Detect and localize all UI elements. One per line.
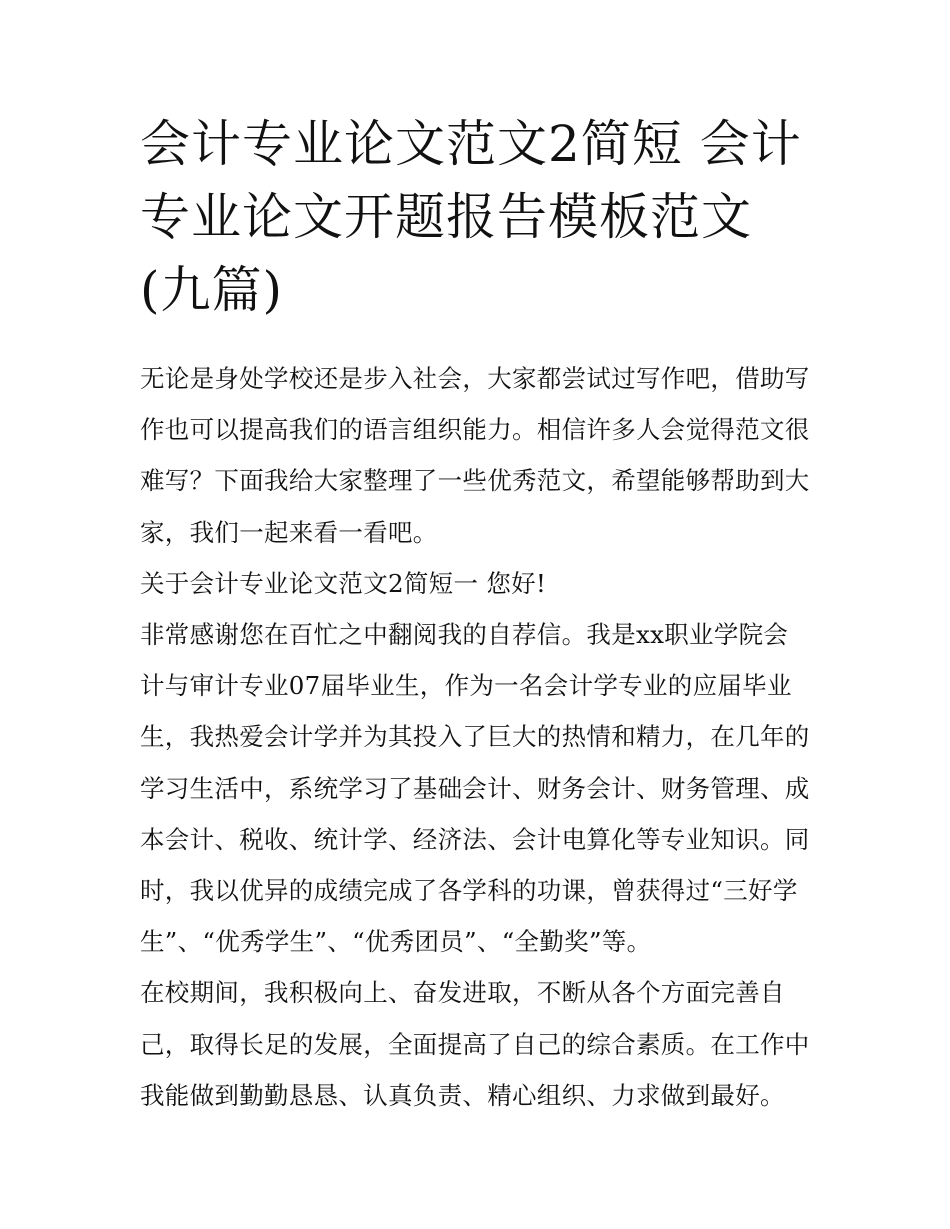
paragraph-intro: 无论是身处学校还是步入社会，大家都尝试过写作吧，借助写作也可以提高我们的语言组织能力。相信许多人会觉得范文很难写？下面我给大家整理了一些优秀范文，希望能够帮助到大家，我们一起来看一看吧。 — [140, 364, 810, 547]
document-title: 会计专业论文范文2简短 会计专业论文开题报告模板范文(九篇) — [140, 115, 802, 319]
document-page — [140, 108, 812, 1121]
paragraph-self-introduction: 非常感谢您在百忙之中翻阅我的自荐信。我是xx职业学院会计与审计专业07届毕业生，作为一名会计学专业的应届毕业生，我热爱会计学并为其投入了巨大的热情和精力，在几年的学习生活中，系统学习了基础会计、财务会计、财务管理、成本会计、税收、统计学、经济法、会计电算化等专业知识。同时，我以优异的成绩完成了各学科的功课，曾获得过“三好学生”、“优秀学生”、“优秀团员”、“全勤奖”等。 — [140, 620, 810, 957]
paragraph-school-performance: 在校期间，我积极向上、奋发进取，不断从各个方面完善自己，取得长足的发展，全面提高了自己的综合素质。在工作中我能做到勤勤恳恳、认真负责、精心组织、力求做到最好。 — [140, 978, 810, 1110]
document-body — [140, 353, 812, 1121]
paragraph-heading-greeting: 关于会计专业论文范文2简短一 您好! — [140, 568, 547, 598]
